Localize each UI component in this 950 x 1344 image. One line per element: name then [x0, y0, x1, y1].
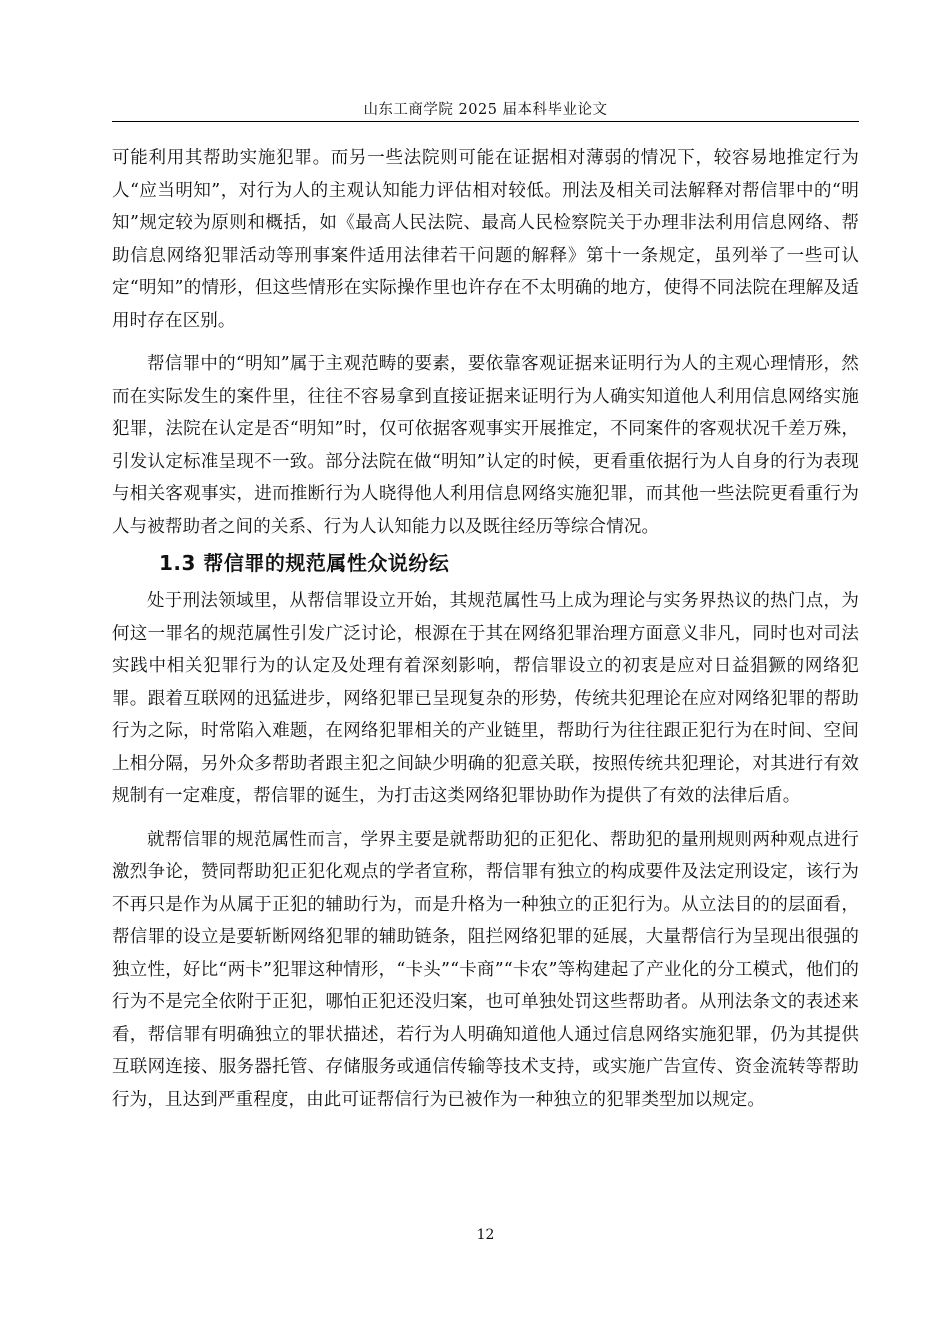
paragraph-gap: [112, 813, 859, 824]
running-header: 山东工商学院 2025 届本科毕业论文: [363, 102, 608, 118]
body-paragraph-continued: 可能利用其帮助实施犯罪。而另一些法院则可能在证据相对薄弱的情况下，较容易地推定行为人“应当明知”，对行为人的主观认知能力评估相对较低。刑法及相关司法解释对帮信罪中的“明知”规定较为原则和概括，如《最高人民法院、最高人民检察院关于办理非法利用信息网络、帮助信息网络犯罪活动等刑事案件适用法律若干问题的解释》第十一条规定，虽列举了一些可认定“明知”的情形，但这些情形在实际操作里也许存在不太明确的地方，使得不同法院在理解及适用时存在区别。: [112, 148, 859, 331]
header-rule: [112, 121, 859, 122]
body-paragraph: 帮信罪中的“明知”属于主观范畴的要素，要依靠客观证据来证明行为人的主观心理情形，然而在实际发生的案件里，往往不容易拿到直接证据来证明行为人确实知道他人利用信息网络实施犯罪，法院在认定是否“明知”时，仅可依据客观事实开展推定，不同案件的客观状况千差万殊，引发认定标准呈现不一致。部分法院在做“明知”认定的时候，更看重依据行为人自身的行为表现与相关客观事实，进而推断行为人晓得他人利用信息网络实施犯罪，而其他一些法院更看重行为人与被帮助者之间的关系、行为人认知能力以及既往经历等综合情况。: [112, 354, 859, 537]
section-paragraph: 就帮信罪的规范属性而言，学界主要是就帮助犯的正犯化、帮助犯的量刑规则两种观点进行激烈争论，赞同帮助犯正犯化观点的学者宣称，帮信罪有独立的构成要件及法定刑设定，该行为不再只是作为从属于正犯的辅助行为，而是升格为一种独立的正犯行为。从立法目的的层面看，帮信罪的设立是要斩断网络犯罪的辅助链条，阻拦网络犯罪的延展，大量帮信行为呈现出很强的独立性，好比“两卡”犯罪这种情形，“卡头”“卡商”“卡农”等构建起了产业化的分工模式，他们的行为不是完全依附于正犯，哪怕正犯还没归案，也可单独处罚这些帮助者。从刑法条文的表述来看，帮信罪有明确独立的罪状描述，若行为人明确知道他人通过信息网络实施犯罪，仍为其提供互联网连接、服务器托管、存储服务或通信传输等技术支持，或实施广告宣传、资金流转等帮助行为，且达到严重程度，由此可证帮信行为已被作为一种独立的犯罪类型加以规定。: [112, 829, 859, 1110]
page-body: [112, 142, 859, 1116]
section-paragraph: 处于刑法领域里，从帮信罪设立开始，其规范属性马上成为理论与实务界热议的热门点，为何这一罪名的规范属性引发广泛讨论，根源在于其在网络犯罪治理方面意义非凡，同时也对司法实践中相关犯罪行为的认定及处理有着深刻影响，帮信罪设立的初衷是应对日益猖獗的网络犯罪。跟着互联网的迅猛进步，网络犯罪已呈现复杂的形势，传统共犯理论在应对网络犯罪的帮助行为之际，时常陷入难题，在网络犯罪相关的产业链里，帮助行为往往跟正犯行为在时间、空间上相分隔，另外众多帮助者跟主犯之间缺少明确的犯意关联，按照传统共犯理论，对其进行有效规制有一定难度，帮信罪的诞生，为打击这类网络犯罪协助作为提供了有效的法律后盾。: [112, 591, 859, 806]
paragraph-gap: [112, 337, 859, 348]
page-number: 12: [476, 1227, 495, 1243]
section-heading: 1.3 帮信罪的规范属性众说纷纭: [159, 551, 450, 575]
